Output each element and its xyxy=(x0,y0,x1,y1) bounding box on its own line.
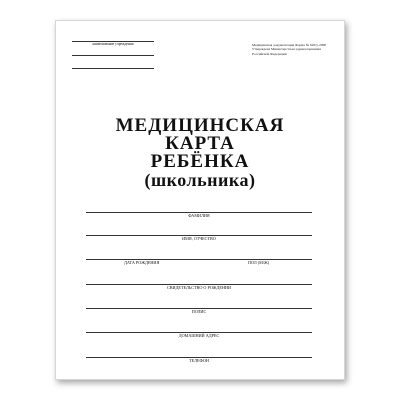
surname-label: ФАМИЛИЯ xyxy=(188,213,210,218)
title-line-1: МЕДИЦИНСКАЯ xyxy=(115,115,285,136)
birth-certificate-label: СВИДЕТЕЛЬСТВО О РОЖДЕНИИ xyxy=(166,285,232,290)
policy-field[interactable] xyxy=(86,308,312,315)
title-line-4: (школьника) xyxy=(144,170,256,190)
surname-field[interactable] xyxy=(86,212,312,219)
name-patronymic-label: ИМЯ, ОТЧЕСТВО xyxy=(182,236,216,241)
home-address-label: ДОМАШНИЙ АДРЕС xyxy=(178,333,220,338)
form-note-line: Российской Федерации xyxy=(252,51,287,56)
form-note xyxy=(252,43,338,56)
title-line-3: РЕБЁНКА xyxy=(150,151,250,172)
birth-certificate-field[interactable] xyxy=(86,284,312,291)
medical-card-cover xyxy=(55,20,345,380)
institution-line-2 xyxy=(72,55,154,56)
phone-field[interactable] xyxy=(86,357,312,364)
birth-date-sex-field[interactable] xyxy=(86,259,312,266)
home-address-field[interactable] xyxy=(86,332,312,339)
title-line-2: КАРТА xyxy=(165,133,235,154)
form-note-line: Утверждена Министерством здравоохранения xyxy=(252,47,321,52)
document-title xyxy=(56,117,344,189)
institution-block xyxy=(72,41,154,69)
policy-label: ПОЛИС xyxy=(191,309,207,314)
sex-label: ПОЛ (М/Ж) xyxy=(248,260,270,265)
institution-label: наименование учреждения xyxy=(92,42,134,46)
name-patronymic-field[interactable] xyxy=(86,235,312,242)
birth-date-sex-labels xyxy=(86,260,312,266)
institution-line-3 xyxy=(72,68,154,69)
birth-date-label: ДАТА РОЖДЕНИЯ xyxy=(124,260,160,265)
phone-label: ТЕЛЕФОН xyxy=(189,358,209,363)
form-note-line: Медицинская документация Форма № 026/у-2000 xyxy=(252,43,327,47)
